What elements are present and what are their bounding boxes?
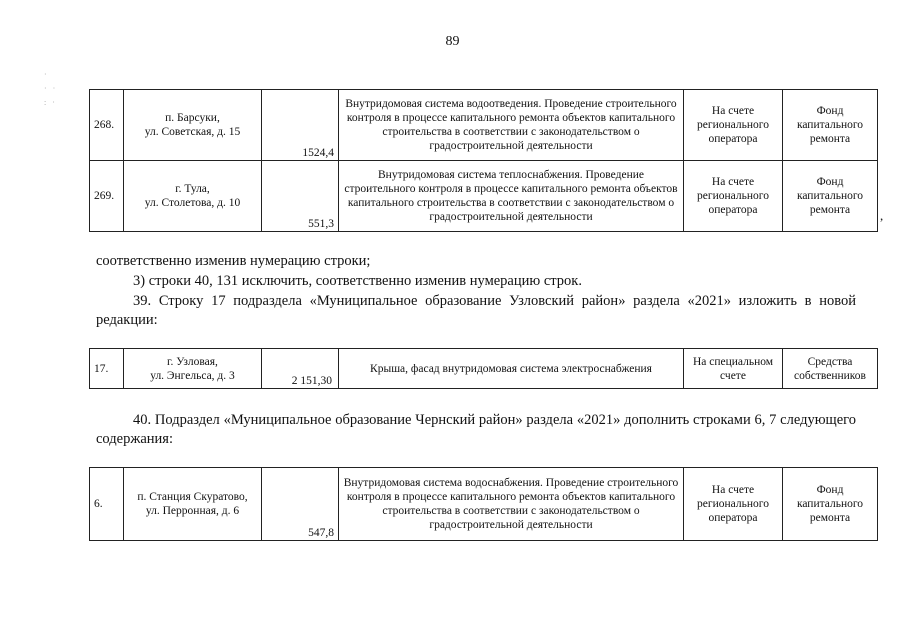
table-row-6	[89, 467, 878, 541]
account-cell: На специальном счете	[684, 349, 783, 389]
work-description: Внутридомовая система водоотведения. Проведение строительного контроля в процессе капитального ремонта объектов капитального строительства в соответствии с законодательством о градостроительной деятельности	[339, 90, 684, 161]
address-line-2: ул. Перронная, д. 6	[145, 505, 240, 517]
account-cell: На счете регионального оператора	[684, 161, 783, 232]
account-cell: На счете регионального оператора	[684, 90, 783, 161]
paragraph-item-40: 40. Подраздел «Муниципальное образование Чернский район» раздела «2021» дополнить строками 6, 7 следующего содержания:	[96, 412, 856, 447]
address-line-1: п. Барсуки,	[165, 112, 220, 124]
address-cell	[124, 161, 262, 232]
row-number: 6.	[90, 468, 124, 541]
area-cell: 551,3	[262, 161, 339, 232]
area-cell: 547,8	[262, 468, 339, 541]
paragraph-numbering-note: соответственно изменив нумерацию строки;	[96, 253, 371, 269]
table-rows-268-269	[89, 89, 878, 232]
table-row	[90, 161, 878, 232]
work-description: Внутридомовая система теплоснабжения. Проведение строительного контроля в процессе капитального ремонта объектов капитального строительства в соответствии с законодательством о градостроительной деятельности	[339, 161, 684, 232]
address-line-1: п. Станция Скуратово,	[137, 491, 248, 503]
address-line-2: ул. Энгельса, д. 3	[150, 369, 235, 382]
fund-cell: Фонд капитального ремонта	[783, 90, 878, 161]
address-cell	[124, 349, 262, 389]
fund-cell: Фонд капитального ремонта	[783, 468, 878, 541]
address-line-2: ул. Столетова, д. 10	[144, 197, 241, 209]
table-row	[90, 349, 878, 389]
row-number: 268.	[90, 90, 124, 161]
fund-cell: Средства собственников	[783, 349, 878, 389]
address-cell	[124, 90, 262, 161]
fund-cell: Фонд капитального ремонта	[783, 161, 878, 232]
address-line-2: ул. Советская, д. 15	[144, 126, 241, 138]
table-row	[90, 468, 878, 541]
paragraph-item-3: 3) строки 40, 131 исключить, соответственно изменив нумерацию строк.	[133, 273, 582, 289]
area-cell: 2 151,30	[262, 349, 339, 389]
scan-specks: · · · : ·	[44, 70, 58, 107]
address-cell	[124, 468, 262, 541]
table-trailing-comma: ,	[880, 208, 884, 223]
address-line-1: г. Тула,	[175, 183, 210, 195]
work-description: Внутридомовая система водоснабжения. Проведение строительного контроля в процессе капитального ремонта объектов капитального строительства в соответствии с законодательством о градостроительной деятельности	[339, 468, 684, 541]
table-row	[90, 90, 878, 161]
table-row-17	[89, 348, 878, 389]
area-cell: 1524,4	[262, 90, 339, 161]
address-line-1: г. Узловая,	[167, 355, 218, 368]
row-number: 17.	[90, 349, 124, 389]
row-number: 269.	[90, 161, 124, 232]
account-cell: На счете регионального оператора	[684, 468, 783, 541]
paragraph-item-39: 39. Строку 17 подраздела «Муниципальное образование Узловский район» раздела «2021» изложить в новой редакции:	[96, 293, 856, 328]
work-description: Крыша, фасад внутридомовая система электроснабжения	[339, 349, 684, 389]
page-number: 89	[445, 34, 460, 49]
